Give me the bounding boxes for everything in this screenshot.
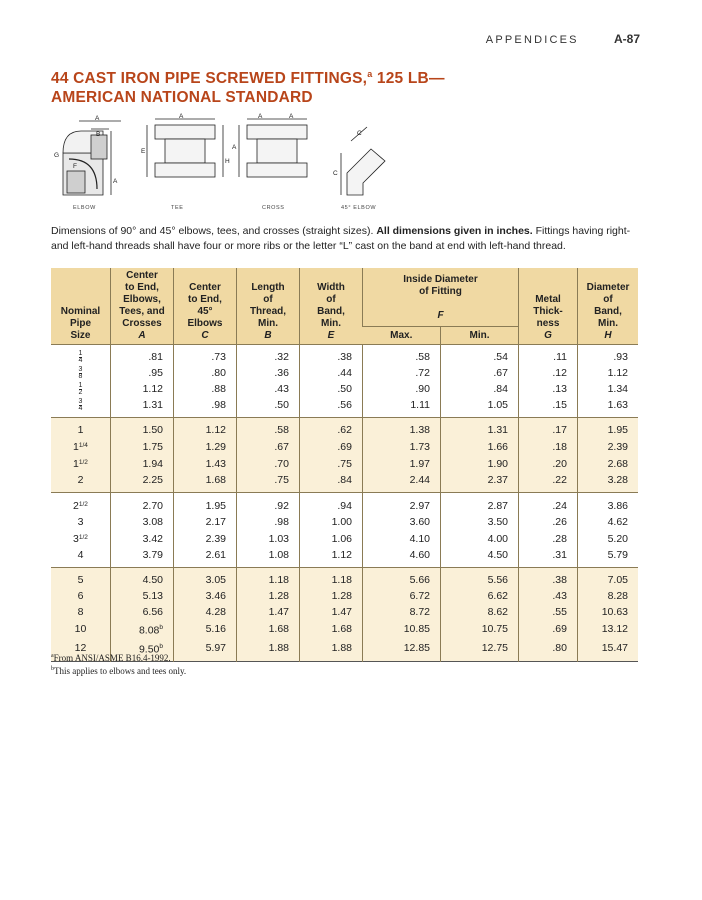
header-center-a: Center to End, Elbows, Tees, and Crosses A	[111, 268, 174, 345]
table-row	[51, 455, 638, 472]
cell-b: 1.08	[237, 547, 300, 568]
cell-h: 2.39	[578, 438, 639, 455]
header-width: Width of Band, Min. E	[300, 268, 363, 345]
cell-size: 2	[51, 472, 111, 493]
cell-b: .58	[237, 418, 300, 439]
elbow-45-drawing	[333, 127, 385, 195]
cell-g: .20	[519, 455, 578, 472]
header-center-c: Center to End, 45° Elbows C	[174, 268, 237, 345]
title-footnote-mark: a	[367, 69, 373, 79]
cell-c: .88	[174, 381, 237, 397]
cell-h: .93	[578, 345, 639, 366]
table-row	[51, 514, 638, 530]
cell-e: .38	[300, 345, 363, 366]
cell-b: .36	[237, 365, 300, 381]
cell-e: .84	[300, 472, 363, 493]
table-group-5-12	[51, 568, 638, 662]
running-head-section: APPENDICES	[485, 34, 579, 46]
cell-size: 3	[77, 516, 84, 528]
cell-size: $\frac{3}{4}$	[78, 397, 83, 412]
cell-h: 10.63	[578, 604, 639, 620]
table-group-2-4	[51, 493, 638, 568]
dim-label-b: B	[96, 131, 101, 138]
cell-g: .11	[519, 345, 578, 366]
table-row	[51, 620, 638, 639]
cell-c: 2.17	[174, 514, 237, 530]
table-row	[51, 547, 638, 568]
cell-a: 1.50	[111, 418, 174, 439]
cell-fmax: 6.72	[363, 588, 441, 604]
cell-fmax: 8.72	[363, 604, 441, 620]
cell-b: 1.88	[237, 639, 300, 662]
cell-size: $1^{1/2}$	[51, 455, 111, 472]
cell-a: 2.70	[111, 493, 174, 515]
cell-c: 5.97	[174, 639, 237, 662]
cell-fmax: 2.97	[363, 493, 441, 515]
cell-size: 8	[51, 604, 111, 620]
cell-fmin: 4.00	[441, 530, 519, 547]
cell-h: 3.28	[578, 472, 639, 493]
cell-fmax: 4.10	[363, 530, 441, 547]
table-row	[51, 568, 638, 589]
cell-fmax: 3.60	[363, 514, 441, 530]
cell-h: 8.28	[578, 588, 639, 604]
cell-g: .12	[519, 365, 578, 381]
cell-e: 1.00	[300, 514, 363, 530]
cell-g: .17	[519, 418, 578, 439]
cell-a: 1.75	[111, 438, 174, 455]
cell-fmax: .90	[363, 381, 441, 397]
cell-h: 4.62	[578, 514, 639, 530]
cell-a: 3.42	[111, 530, 174, 547]
description-part1: Dimensions of 90° and 45° elbows, tees, and crosses (straight sizes).	[51, 225, 377, 237]
cell-e: .50	[300, 381, 363, 397]
cell-a: 1.31	[111, 397, 174, 418]
fittings-figure	[51, 113, 391, 215]
footnotes	[51, 651, 186, 677]
cell-b: .32	[237, 345, 300, 366]
cell-h: 1.95	[578, 418, 639, 439]
title-line1-suffix: 125 LB—	[372, 70, 445, 88]
cell-a: 2.25	[111, 472, 174, 493]
description-part2: Fittings having right- and left-hand threads shall have four or more ribs or the letter “L” cast on the band at end with left-hand thread.	[51, 225, 631, 252]
description	[51, 224, 641, 254]
table-row	[51, 604, 638, 620]
cell-b: 1.28	[237, 588, 300, 604]
header-length: Length of Thread, Min. B	[237, 268, 300, 345]
cell-fmax: 2.44	[363, 472, 441, 493]
fittings-drawing	[51, 113, 391, 205]
cell-e: 1.68	[300, 620, 363, 639]
cell-a: 6.56	[111, 604, 174, 620]
cell-b: 1.03	[237, 530, 300, 547]
page-title	[51, 65, 651, 107]
cell-b: .50	[237, 397, 300, 418]
cell-c: .80	[174, 365, 237, 381]
running-head	[486, 32, 640, 46]
cell-g: .22	[519, 472, 578, 493]
table-row	[51, 588, 638, 604]
cell-b: .98	[237, 514, 300, 530]
table-row	[51, 493, 638, 515]
cell-fmin: 3.50	[441, 514, 519, 530]
cell-a: 3.79	[111, 547, 174, 568]
cell-g: .13	[519, 381, 578, 397]
cell-fmin: 1.90	[441, 455, 519, 472]
cell-c: 3.05	[174, 568, 237, 589]
cell-g: .26	[519, 514, 578, 530]
cell-a: 4.50	[111, 568, 174, 589]
cell-g: .43	[519, 588, 578, 604]
cell-b: .75	[237, 472, 300, 493]
cell-e: .44	[300, 365, 363, 381]
header-metal: Metal Thick- ness G	[519, 268, 578, 345]
cell-fmin: 4.50	[441, 547, 519, 568]
cross-dim-a2: A	[289, 113, 294, 120]
cell-fmax: 10.85	[363, 620, 441, 639]
cell-b: 1.18	[237, 568, 300, 589]
cell-g: .38	[519, 568, 578, 589]
dim-label-f: F	[73, 163, 77, 170]
cell-g: .18	[519, 438, 578, 455]
cell-g: .55	[519, 604, 578, 620]
cell-g: .69	[519, 620, 578, 639]
cell-h: 7.05	[578, 568, 639, 589]
cell-fmax: 1.97	[363, 455, 441, 472]
cell-c: 2.61	[174, 547, 237, 568]
cell-e: 1.28	[300, 588, 363, 604]
cell-g: .28	[519, 530, 578, 547]
cell-size: $3^{1/2}$	[73, 533, 88, 545]
cell-e: .75	[300, 455, 363, 472]
cell-b: 1.68	[237, 620, 300, 639]
cell-size: 4	[77, 549, 84, 561]
cell-e: .69	[300, 438, 363, 455]
cell-e: .62	[300, 418, 363, 439]
table-row	[51, 418, 638, 439]
cell-a: 8.08$^b$	[111, 620, 174, 639]
table-row	[51, 345, 638, 366]
cell-size: $\frac{3}{8}$	[78, 365, 83, 380]
title-line1-prefix: 44 CAST IRON PIPE SCREWED FITTINGS,	[51, 70, 368, 88]
header-max: Max.	[363, 327, 441, 345]
cell-h: 1.12	[578, 365, 639, 381]
cell-c: 1.68	[174, 472, 237, 493]
cell-fmin: 10.75	[441, 620, 519, 639]
elbow-drawing	[54, 115, 121, 195]
footnote-b: $^b$This applies to elbows and tees only.	[51, 666, 187, 676]
cell-fmin: 1.05	[441, 397, 519, 418]
cell-fmin: 8.62	[441, 604, 519, 620]
cell-c: 1.43	[174, 455, 237, 472]
dim-label-a2: A	[113, 178, 118, 185]
cell-e: 1.12	[300, 547, 363, 568]
cell-a: 3.08	[111, 514, 174, 530]
cell-fmin: .84	[441, 381, 519, 397]
caption-tee: TEE	[171, 205, 184, 211]
table-row	[51, 397, 638, 418]
page-number: A-87	[613, 32, 640, 46]
cell-e: 1.18	[300, 568, 363, 589]
cell-a: 1.94	[111, 455, 174, 472]
cell-fmax: 1.11	[363, 397, 441, 418]
table-group-1-2	[51, 418, 638, 493]
header-min: Min.	[441, 327, 519, 345]
cell-size: 5	[51, 568, 111, 589]
header-nominal: Nominal Pipe Size	[51, 268, 111, 345]
cell-h: 1.34	[578, 381, 639, 397]
cell-b: .70	[237, 455, 300, 472]
cell-fmin: 1.66	[441, 438, 519, 455]
cell-b: .43	[237, 381, 300, 397]
cell-h: 1.63	[578, 397, 639, 418]
cell-b: .67	[237, 438, 300, 455]
cell-size: $2^{1/2}$	[73, 500, 88, 512]
cell-c: 1.29	[174, 438, 237, 455]
cell-c: 5.16	[174, 620, 237, 639]
cell-e: 1.47	[300, 604, 363, 620]
cell-a: .81	[111, 345, 174, 366]
cell-fmax: 4.60	[363, 547, 441, 568]
cross-drawing	[232, 113, 307, 177]
caption-elbow: ELBOW	[73, 205, 96, 211]
cell-size: $\frac{1}{2}$	[78, 381, 83, 396]
table-row	[51, 472, 638, 493]
header-inside-diameter: Inside Diameter of Fitting F	[363, 268, 519, 327]
cell-fmin: 1.31	[441, 418, 519, 439]
cell-fmax: 1.73	[363, 438, 441, 455]
cell-h: 5.20	[578, 530, 639, 547]
cell-fmin: 6.62	[441, 588, 519, 604]
cell-b: .92	[237, 493, 300, 515]
cell-c: 3.46	[174, 588, 237, 604]
cell-fmax: .72	[363, 365, 441, 381]
dim-label-g: G	[54, 152, 60, 159]
cell-h: 15.47	[578, 639, 639, 662]
tee-drawing	[141, 113, 230, 177]
table-row	[51, 381, 638, 397]
cell-c: 4.28	[174, 604, 237, 620]
table-group-small	[51, 345, 638, 418]
cell-size: $1^{1/4}$	[51, 438, 111, 455]
cell-fmax: 1.38	[363, 418, 441, 439]
table-row	[51, 530, 638, 547]
title-line2: AMERICAN NATIONAL STANDARD	[51, 89, 313, 107]
cell-fmin: .54	[441, 345, 519, 366]
cell-e: 1.06	[300, 530, 363, 547]
cell-fmin: 12.75	[441, 639, 519, 662]
cell-size: 12	[51, 639, 111, 662]
cross-dim-a3: A	[232, 144, 237, 151]
cell-g: .31	[519, 547, 578, 568]
cell-fmax: .58	[363, 345, 441, 366]
cell-c: 2.39	[174, 530, 237, 547]
cell-size: $\frac{1}{4}$	[78, 349, 83, 364]
elbow45-dim-c2: C	[357, 130, 362, 137]
cell-a: 1.12	[111, 381, 174, 397]
header-diameter: Diameter of Band, Min. H	[578, 268, 639, 345]
cell-fmax: 12.85	[363, 639, 441, 662]
fittings-table	[51, 268, 638, 662]
cell-fmin: 2.37	[441, 472, 519, 493]
table-row	[51, 365, 638, 381]
table-row	[51, 438, 638, 455]
caption-45-elbow: 45° ELBOW	[341, 205, 377, 211]
cell-g: .80	[519, 639, 578, 662]
cell-c: .73	[174, 345, 237, 366]
elbow45-dim-c: C	[333, 170, 338, 177]
cross-dim-a: A	[258, 113, 263, 120]
cell-fmin: 2.87	[441, 493, 519, 515]
cell-fmin: .67	[441, 365, 519, 381]
cell-size: 6	[51, 588, 111, 604]
footnote-a: $^a$From ANSI/ASME B16.4-1992.	[51, 653, 171, 663]
cell-a: 5.13	[111, 588, 174, 604]
cell-g: .15	[519, 397, 578, 418]
cell-a: 9.50$^b$	[111, 639, 174, 662]
cell-a: .95	[111, 365, 174, 381]
cell-c: 1.12	[174, 418, 237, 439]
cell-h: 5.79	[578, 547, 639, 568]
cell-fmax: 5.66	[363, 568, 441, 589]
dim-label-a: A	[95, 115, 100, 122]
cell-h: 3.86	[578, 493, 639, 515]
caption-cross: CROSS	[262, 205, 285, 211]
cell-fmin: 5.56	[441, 568, 519, 589]
tee-dim-h: H	[225, 158, 230, 165]
cell-e: .56	[300, 397, 363, 418]
tee-dim-a: A	[179, 113, 184, 120]
cell-g: .24	[519, 493, 578, 515]
cell-size: 1	[51, 418, 111, 439]
cell-e: 1.88	[300, 639, 363, 662]
cell-c: .98	[174, 397, 237, 418]
cell-e: .94	[300, 493, 363, 515]
tee-dim-e: E	[141, 148, 146, 155]
cell-b: 1.47	[237, 604, 300, 620]
description-bold: All dimensions given in inches.	[376, 225, 533, 237]
cell-h: 13.12	[578, 620, 639, 639]
cell-c: 1.95	[174, 493, 237, 515]
cell-size: 10	[51, 620, 111, 639]
cell-h: 2.68	[578, 455, 639, 472]
